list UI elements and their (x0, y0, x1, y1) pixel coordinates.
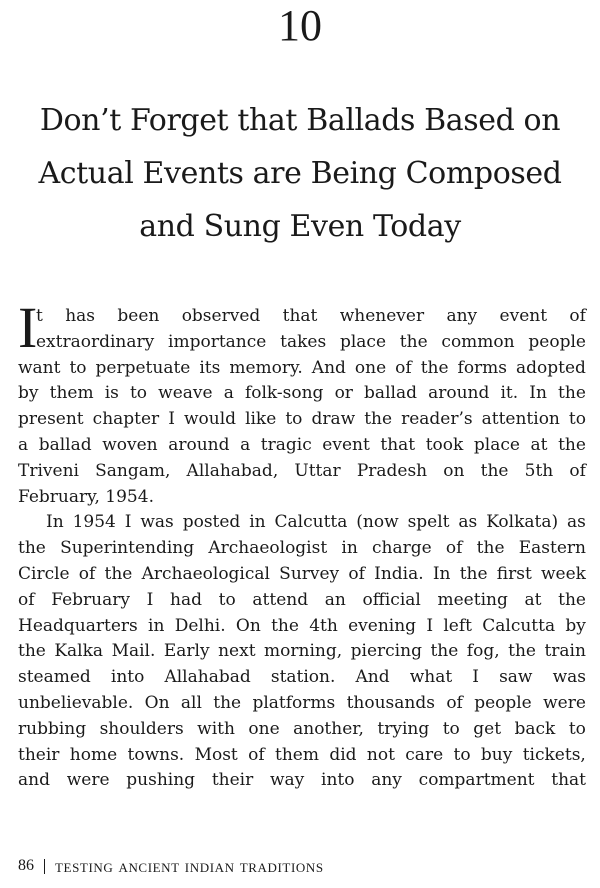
word: ballad (364, 383, 417, 404)
word: the (420, 357, 449, 378)
text-line (18, 330, 586, 356)
word: Sangam, (95, 460, 171, 481)
word: had (170, 589, 202, 610)
word: by (565, 615, 586, 636)
word: Allahabad, (186, 460, 279, 481)
word: as (458, 512, 478, 533)
word: morning, (264, 641, 343, 662)
word: into (110, 667, 145, 688)
drop-cap: I (18, 295, 38, 360)
word: Kolkata) (486, 512, 559, 533)
word: steamed (18, 667, 91, 688)
word: not (366, 744, 395, 765)
word: care (405, 744, 444, 765)
word: took (425, 434, 464, 455)
word: a (18, 434, 29, 455)
word: platforms (252, 692, 336, 713)
word: by (18, 383, 39, 404)
word: tickets, (522, 744, 586, 765)
word: spelt (407, 512, 450, 533)
word: the (18, 538, 46, 559)
word: did (329, 744, 357, 765)
word: of (569, 306, 586, 326)
word: the (508, 641, 536, 662)
word: or (334, 383, 353, 404)
text-line (18, 510, 586, 536)
word: attend (252, 589, 309, 610)
word: February, 1954. (18, 486, 154, 507)
word: present (18, 409, 84, 430)
word: what (409, 667, 453, 688)
word: would (183, 409, 237, 430)
word: Calcutta (274, 512, 348, 533)
chapter-title (14, 94, 586, 253)
word: attention (481, 409, 560, 430)
word: event (322, 434, 370, 455)
text-line (18, 588, 586, 614)
word: the (364, 409, 393, 430)
word: I (168, 409, 175, 430)
word: t (36, 306, 43, 326)
word: that (282, 306, 318, 326)
word: piercing (350, 641, 422, 662)
word: home (69, 744, 118, 765)
word: another, (293, 718, 364, 739)
word: train (544, 641, 586, 662)
word: to (568, 409, 586, 430)
chapter-title-line: and Sung Even Today (139, 209, 461, 244)
word: an (324, 589, 346, 610)
word: takes (280, 331, 327, 352)
word: Archaeological (141, 563, 270, 584)
word: that (551, 770, 586, 791)
word: around (428, 383, 490, 404)
text-line (18, 356, 586, 382)
text-line (18, 304, 586, 330)
word: their (211, 770, 254, 791)
word: extraordinary (36, 331, 155, 352)
word: a (240, 434, 251, 455)
word: unbelievable. (18, 692, 134, 713)
word: rubbing (18, 718, 87, 739)
word: their (18, 744, 60, 765)
text-line (18, 459, 586, 485)
word: February (51, 589, 130, 610)
word: in (341, 538, 358, 559)
text-line (18, 614, 586, 640)
word: to (285, 409, 303, 430)
word: its (199, 357, 221, 378)
word: one (354, 357, 387, 378)
word: saw (499, 667, 533, 688)
word: was (140, 512, 174, 533)
word: I (426, 615, 434, 636)
word: back (514, 718, 556, 739)
word: were (543, 692, 586, 713)
word: meeting (437, 589, 508, 610)
word: I (146, 589, 154, 610)
word: woven (102, 434, 158, 455)
word: Survey (279, 563, 340, 584)
word: charge (372, 538, 432, 559)
word: 5th (524, 460, 554, 481)
word: draw (311, 409, 356, 430)
word: the (558, 589, 586, 610)
word: perpetuate (95, 357, 191, 378)
word: the (558, 434, 586, 455)
word: the (480, 460, 509, 481)
word: was (552, 667, 586, 688)
word: were (66, 770, 110, 791)
word: of (18, 589, 35, 610)
word: one (248, 718, 280, 739)
chapter-number: 10 (278, 1, 322, 50)
word: the (430, 641, 459, 662)
word: the (399, 331, 428, 352)
word: observed (181, 306, 261, 326)
text-line (18, 743, 586, 769)
word: at (530, 434, 548, 455)
chapter-title-line: Actual Events are Being Composed (38, 156, 562, 191)
word: tragic (260, 434, 312, 455)
word: place (339, 331, 387, 352)
word: to (218, 589, 236, 610)
word: Most (194, 744, 238, 765)
word: Archaeologist (208, 538, 328, 559)
chapter-title-line: Don’t Forget that Ballads Based on (39, 103, 561, 138)
text-line (18, 717, 586, 743)
running-title: testing ancient indian traditions (55, 856, 324, 876)
page-footer (18, 856, 324, 876)
word: first (496, 563, 532, 584)
word: want (18, 357, 61, 378)
word: of (78, 563, 96, 584)
word: And (355, 667, 390, 688)
word: left (443, 615, 472, 636)
word: them (49, 383, 94, 404)
word: fog, (466, 641, 500, 662)
word: 1954 (72, 512, 116, 533)
word: is (104, 383, 119, 404)
word: Triveni (18, 460, 79, 481)
word: Early (163, 641, 210, 662)
word: the (476, 538, 505, 559)
word: way (269, 770, 305, 791)
word: Uttar (294, 460, 341, 481)
word: the (104, 563, 133, 584)
word: place (473, 434, 520, 455)
paragraph (18, 295, 586, 510)
word: posted (182, 512, 241, 533)
text-line (18, 407, 586, 433)
word: buy (480, 744, 513, 765)
word: of (445, 538, 463, 559)
word: the (459, 563, 488, 584)
word: it. (500, 383, 519, 404)
word: In (46, 512, 64, 533)
word: week (541, 563, 586, 584)
word: in (249, 512, 266, 533)
word: been (117, 306, 160, 326)
word: pushing (126, 770, 196, 791)
word: of (569, 460, 586, 481)
word: And (311, 357, 346, 378)
page-number: 86 (18, 857, 34, 874)
word: folk-song (244, 383, 324, 404)
word: chapter (92, 409, 160, 430)
word: to (69, 357, 87, 378)
word: station. (270, 667, 336, 688)
word: the (213, 692, 242, 713)
word: of (395, 357, 412, 378)
word: forms (457, 357, 508, 378)
word: to (453, 744, 471, 765)
text-line (18, 639, 586, 665)
word: Calcutta (482, 615, 556, 636)
word: Superintending (60, 538, 195, 559)
word: common (441, 331, 515, 352)
word: Kalka (54, 641, 104, 662)
word: them (275, 744, 319, 765)
word: at (524, 589, 542, 610)
word: has (65, 306, 96, 326)
word: compartment (418, 770, 535, 791)
word: thousands (346, 692, 435, 713)
text-line (18, 381, 586, 407)
word: on (443, 460, 465, 481)
text-line (18, 562, 586, 588)
word: On (144, 692, 170, 713)
word: the (271, 615, 299, 636)
word: towns. (127, 744, 185, 765)
word: Eastern (518, 538, 586, 559)
footer-divider (44, 859, 45, 874)
word: adopted (516, 357, 586, 378)
word: 4th (309, 615, 338, 636)
word: of (348, 563, 365, 584)
word: event (499, 306, 548, 326)
word: to (568, 718, 586, 739)
word: and (18, 770, 50, 791)
word: the (18, 641, 46, 662)
word: Circle (18, 563, 70, 584)
word: Delhi. (174, 615, 226, 636)
word: India. (374, 563, 424, 584)
word: trying (377, 718, 430, 739)
word: to (442, 718, 460, 739)
word: whenever (339, 306, 425, 326)
word: I (124, 512, 132, 533)
word: evening (348, 615, 417, 636)
word: (now (356, 512, 399, 533)
text-line (18, 433, 586, 459)
text-line (18, 485, 586, 511)
word: In (432, 563, 451, 584)
word: people (474, 692, 532, 713)
word: a (223, 383, 234, 404)
word: into (321, 770, 355, 791)
word: shoulders (99, 718, 184, 739)
word: of (446, 692, 463, 713)
word: that (380, 434, 416, 455)
word: ballad (38, 434, 92, 455)
word: to (129, 383, 148, 404)
word: as (567, 512, 586, 533)
paragraph (18, 510, 586, 794)
word: Headquarters (18, 615, 138, 636)
word: of (248, 744, 265, 765)
word: weave (158, 383, 213, 404)
text-line (18, 665, 586, 691)
word: In (529, 383, 547, 404)
word: with (197, 718, 235, 739)
text-line (18, 768, 586, 794)
word: all (180, 692, 202, 713)
word: memory. (229, 357, 303, 378)
word: people (528, 331, 586, 352)
word: official (362, 589, 421, 610)
text-line (18, 536, 586, 562)
word: any (446, 306, 478, 326)
word: next (218, 641, 256, 662)
word: I (472, 667, 479, 688)
word: like (245, 409, 277, 430)
word: Allahabad (164, 667, 251, 688)
word: On (235, 615, 261, 636)
text-line (18, 691, 586, 717)
word: reader’s (401, 409, 473, 430)
word: importance (168, 331, 267, 352)
word: any (371, 770, 402, 791)
word: Mail. (111, 641, 156, 662)
word: around (168, 434, 230, 455)
word: Pradesh (356, 460, 428, 481)
body-text (18, 295, 586, 794)
word: the (558, 383, 586, 404)
word: get (473, 718, 502, 739)
word: in (148, 615, 165, 636)
